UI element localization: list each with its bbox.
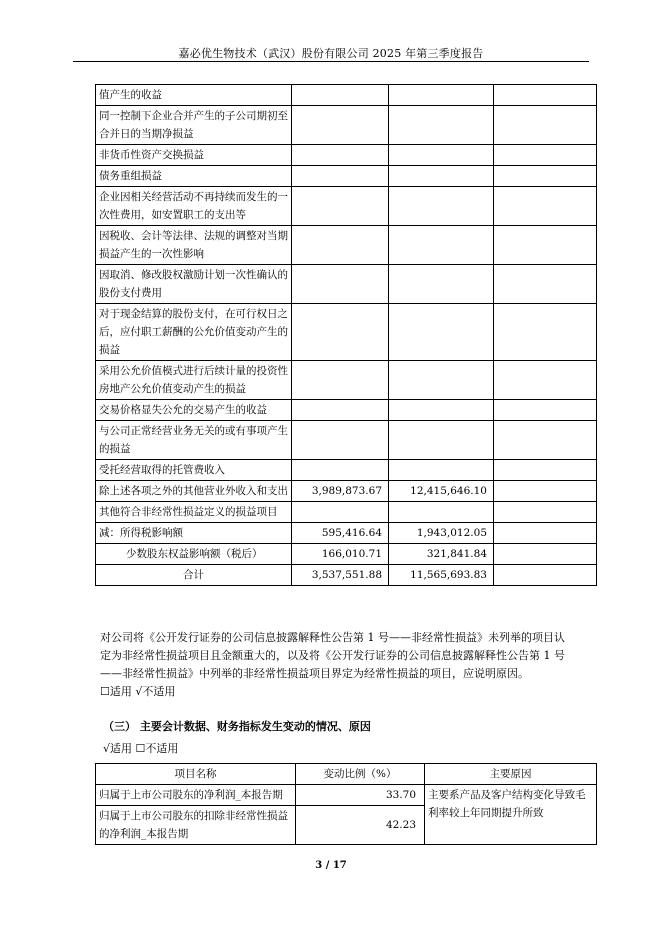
amount-year-to-date bbox=[389, 421, 494, 460]
amount-current-period: 3,537,551.88 bbox=[292, 565, 389, 586]
table-row bbox=[96, 421, 597, 460]
nonrecurring-item-name: 除上述各项之外的其他营业外收入和支出 bbox=[96, 481, 292, 502]
col-header-item: 项目名称 bbox=[96, 764, 296, 785]
amount-current-period bbox=[292, 187, 389, 226]
page-number: 3 / 17 bbox=[315, 860, 347, 871]
nonrecurring-item-name: 合计 bbox=[96, 565, 292, 586]
nonrecurring-item-name: 因税收、会计等法律、法规的调整对当期损益产生的一次性影响 bbox=[96, 226, 292, 265]
nonrecurring-item-name: 因取消、修改股权激励计划一次性确认的股份支付费用 bbox=[96, 265, 292, 304]
amount-current-period bbox=[292, 304, 389, 361]
table-row bbox=[96, 187, 597, 226]
change-ratio: 42.23 bbox=[296, 806, 425, 845]
item-note bbox=[494, 145, 597, 166]
change-item-name: 归属于上市公司股东的扣除非经常性损益的净利润_本报告期 bbox=[96, 806, 296, 845]
table-row bbox=[96, 226, 597, 265]
amount-year-to-date bbox=[389, 145, 494, 166]
nonrecurring-item-name: 少数股东权益影响额（税后） bbox=[96, 544, 292, 565]
amount-year-to-date bbox=[389, 85, 494, 106]
table-row bbox=[96, 785, 597, 806]
nonrecurring-item-name: 减：所得税影响额 bbox=[96, 523, 292, 544]
table-row bbox=[96, 166, 597, 187]
item-note bbox=[494, 85, 597, 106]
explanation-paragraph bbox=[100, 629, 600, 701]
paragraph-line: ——非经常性损益》中列举的非经常性损益项目界定为经常性损益的项目，应说明原因。 bbox=[100, 667, 529, 680]
nonrecurring-item-name: 企业因相关经营活动不再持续而发生的一次性费用，如安置职工的支出等 bbox=[96, 187, 292, 226]
change-reason: 主要系产品及客户结构变化导致毛利率较上年同期提升所致 bbox=[425, 785, 597, 845]
item-note bbox=[494, 460, 597, 481]
amount-year-to-date: 12,415,646.10 bbox=[389, 481, 494, 502]
table-row bbox=[96, 460, 597, 481]
item-note bbox=[494, 226, 597, 265]
table-row bbox=[96, 106, 597, 145]
amount-current-period bbox=[292, 421, 389, 460]
amount-current-period bbox=[292, 145, 389, 166]
amount-year-to-date bbox=[389, 502, 494, 523]
item-note bbox=[494, 421, 597, 460]
major-changes-table bbox=[95, 763, 597, 845]
table-row bbox=[96, 361, 597, 400]
amount-year-to-date bbox=[389, 106, 494, 145]
amount-year-to-date bbox=[389, 361, 494, 400]
item-note bbox=[494, 265, 597, 304]
table-row bbox=[96, 523, 597, 544]
table-row bbox=[96, 145, 597, 166]
change-item-name: 归属于上市公司股东的净利润_本报告期 bbox=[96, 785, 296, 806]
report-header-title: 嘉必优生物技术（武汉）股份有限公司 2025 年第三季度报告 bbox=[178, 47, 484, 60]
table-row bbox=[96, 304, 597, 361]
item-note bbox=[494, 187, 597, 226]
table-row bbox=[96, 565, 597, 586]
item-note bbox=[494, 565, 597, 586]
item-note bbox=[494, 481, 597, 502]
amount-current-period: 3,989,873.67 bbox=[292, 481, 389, 502]
amount-year-to-date bbox=[389, 460, 494, 481]
amount-year-to-date bbox=[389, 400, 494, 421]
nonrecurring-item-name: 值产生的收益 bbox=[96, 85, 292, 106]
amount-current-period bbox=[292, 265, 389, 304]
nonrecurring-item-name: 采用公允价值模式进行后续计量的投资性房地产公允价值变动产生的损益 bbox=[96, 361, 292, 400]
item-note bbox=[494, 544, 597, 565]
item-note bbox=[494, 400, 597, 421]
amount-current-period bbox=[292, 400, 389, 421]
table-row bbox=[96, 265, 597, 304]
amount-year-to-date bbox=[389, 265, 494, 304]
nonrecurring-item-name: 债务重组损益 bbox=[96, 166, 292, 187]
nonrecurring-item-name: 同一控制下企业合并产生的子公司期初至合并日的当期净损益 bbox=[96, 106, 292, 145]
amount-year-to-date bbox=[389, 166, 494, 187]
nonrecurring-items-table bbox=[95, 84, 597, 586]
nonrecurring-item-name: 对于现金结算的股份支付，在可行权日之后，应付职工薪酬的公允价值变动产生的损益 bbox=[96, 304, 292, 361]
amount-current-period bbox=[292, 502, 389, 523]
change-ratio: 33.70 bbox=[296, 785, 425, 806]
section-3-heading: （三） 主要会计数据、财务指标发生变动的情况、原因 bbox=[103, 720, 371, 733]
amount-current-period: 595,416.64 bbox=[292, 523, 389, 544]
amount-current-period: 166,010.71 bbox=[292, 544, 389, 565]
col-header-reason: 主要原因 bbox=[425, 764, 597, 785]
table-row bbox=[96, 400, 597, 421]
amount-current-period bbox=[292, 166, 389, 187]
item-note bbox=[494, 523, 597, 544]
item-note bbox=[494, 502, 597, 523]
item-note bbox=[494, 106, 597, 145]
table-row bbox=[96, 544, 597, 565]
header-divider bbox=[73, 61, 589, 62]
amount-year-to-date bbox=[389, 304, 494, 361]
amount-current-period bbox=[292, 106, 389, 145]
amount-year-to-date: 321,841.84 bbox=[389, 544, 494, 565]
paragraph-line: 定为非经常性损益项目且金额重大的，以及将《公开发行证券的公司信息披露解释性公告第 1 号 bbox=[100, 649, 565, 662]
nonrecurring-item-name: 与公司正常经营业务无关的或有事项产生的损益 bbox=[96, 421, 292, 460]
item-note bbox=[494, 166, 597, 187]
amount-current-period bbox=[292, 226, 389, 265]
amount-year-to-date: 11,565,693.83 bbox=[389, 565, 494, 586]
amount-year-to-date: 1,943,012.05 bbox=[389, 523, 494, 544]
table-row bbox=[96, 481, 597, 502]
item-note bbox=[494, 361, 597, 400]
nonrecurring-item-name: 非货币性资产交换损益 bbox=[96, 145, 292, 166]
nonrecurring-item-name: 受托经营取得的托管费收入 bbox=[96, 460, 292, 481]
section-3-applicability: √适用 ☐不适用 bbox=[103, 742, 179, 755]
table-row bbox=[96, 85, 597, 106]
amount-current-period bbox=[292, 361, 389, 400]
amount-current-period bbox=[292, 460, 389, 481]
amount-year-to-date bbox=[389, 226, 494, 265]
amount-year-to-date bbox=[389, 187, 494, 226]
nonrecurring-item-name: 交易价格显失公允的交易产生的收益 bbox=[96, 400, 292, 421]
item-note bbox=[494, 304, 597, 361]
nonrecurring-item-name: 其他符合非经常性损益定义的损益项目 bbox=[96, 502, 292, 523]
col-header-ratio: 变动比例（%） bbox=[296, 764, 425, 785]
applicability-options: ☐适用 √不适用 bbox=[100, 685, 176, 698]
amount-current-period bbox=[292, 85, 389, 106]
paragraph-line: 对公司将《公开发行证券的公司信息披露解释性公告第 1 号——非经常性损益》未列举的项目认 bbox=[100, 631, 565, 644]
table-row bbox=[96, 502, 597, 523]
